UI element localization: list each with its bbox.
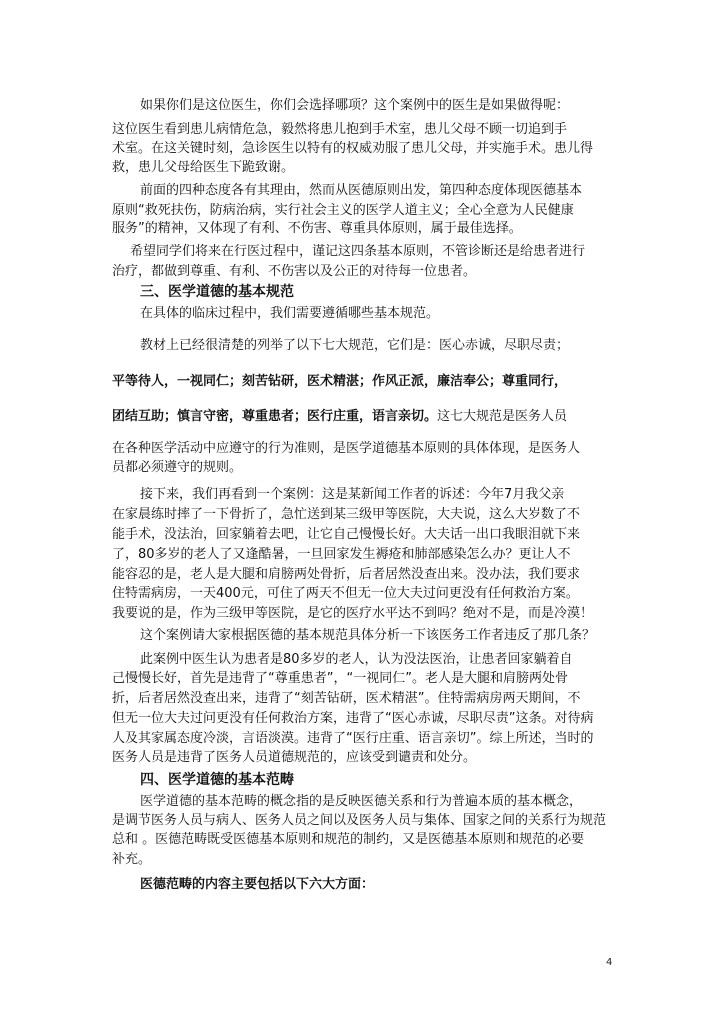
text-line: 救，患儿父母给医生下跪致谢。 bbox=[112, 160, 295, 175]
text-line: 在具体的临床过程中，我们需要遵循哪些基本规范。 bbox=[140, 306, 440, 321]
text-line: 能手术，没法治，回家躺着去吧，让它自己慢慢长好。大夫话一出口我眼泪就下来 bbox=[112, 527, 581, 542]
text-line: 我要说的是，作为三级甲等医院，是它的医疗水平达不到吗？绝对不是，而是冷漠！ bbox=[112, 606, 594, 621]
text-line: 如果你们是这位医生，你们会选择哪项？这个案例中的医生是如果做得呢： bbox=[140, 98, 570, 113]
text-line: 在家晨练时摔了一下骨折了，急忙送到某三级甲等医院，大夫说，这么大岁数了不 bbox=[112, 507, 581, 522]
text-line: 了，80多岁的老人了又逢酷暑，一旦回家发生褥疮和肺部感染怎么办？更让人不 bbox=[112, 547, 571, 562]
norm-summary: 这七大规范是医务人员 bbox=[437, 409, 568, 424]
text-line: 此案例中医生认为患者是80多岁的老人，认为没法医治，让患者回家躺着自 bbox=[140, 652, 573, 667]
text-line: 住特需病房，一天400元，可住了两天不但无一位大夫过问更没有任何救治方案。 bbox=[112, 586, 579, 601]
text-line bbox=[112, 408, 567, 426]
text-line: 补充。 bbox=[112, 852, 152, 867]
text-line: 但无一位大夫过问更没有任何救治方案，违背了“医心赤诚，尽职尽责”这条。对待病 bbox=[112, 711, 594, 726]
page-number: 4 bbox=[606, 957, 613, 968]
text-line: 人及其家属态度冷淡，言语淡漠。违背了“医行庄重、语言亲切”。综上所述，当时的 bbox=[112, 731, 594, 746]
text-line: 这位医生看到患儿病情危急，毅然将患儿抱到手术室，患儿父母不顾一切追到手 bbox=[112, 122, 568, 137]
text-line: 是调节医务人员与病人、医务人员之间以及医务人员与集体、国家之间的关系行为规范 bbox=[112, 813, 607, 828]
text-line: 治疗，都做到尊重、有利、不伤害以及公正的对待每一位患者。 bbox=[112, 264, 477, 279]
text-line: 医务人员是违背了医务人员道德规范的，应该受到谴责和处分。 bbox=[112, 750, 477, 765]
section-heading: 四、医学道德的基本范畴 bbox=[140, 772, 294, 788]
text-line: 在各种医学活动中应遵守的行为准则，是医学道德基本原则的具体体现，是医务人 bbox=[112, 441, 581, 456]
text-line: 接下来，我们再看到一个案例：这是某新闻工作者的诉述：今年7月我父亲 bbox=[140, 487, 565, 502]
text-line: 平等待人，一视同仁；刻苦钻研，医术精湛；作风正派，廉洁奉公；尊重同行， bbox=[112, 374, 568, 389]
text-line: 希望同学们将来在行医过程中，谨记这四条基本原则，不管诊断还是给患者进行 bbox=[130, 244, 586, 259]
text-line: 员都必须遵守的规则。 bbox=[112, 460, 243, 475]
text-line: 原则“救死扶伤，防病治病，实行社会主义的医学人道主义；全心全意为人民健康 bbox=[112, 203, 574, 218]
text-line: 这个案例请大家根据医德的基本规范具体分析一下该医务工作者违反了那几条？ bbox=[140, 628, 596, 643]
text-line: 前面的四种态度各有其理由，然而从医德原则出发，第四种态度体现医德基本 bbox=[140, 183, 583, 198]
text-line: 总和 。医德范畴既受医德基本原则和规范的制约，又是医德基本原则和规范的必要 bbox=[112, 832, 585, 847]
text-line: 己慢慢长好，首先是违背了“尊重患者”，“一视同仁”。老人是大腿和肩膀两处骨 bbox=[112, 671, 568, 686]
text-line: 折，后者居然没查出来，违背了“刻苦钻研，医术精湛”。住特需病房两天期间，不 bbox=[112, 691, 581, 706]
text-line: 教材上已经很清楚的列举了以下七大规范，它们是：医心赤诚，尽职尽责； bbox=[140, 338, 570, 353]
text-line: 服务”的精神，又体现了有利、不伤害、尊重具体原则，属于最佳选择。 bbox=[112, 221, 522, 236]
text-line: 术室。在这关键时刻，急诊医生以特有的权威劝服了患儿父母，并实施手术。患儿得 bbox=[112, 141, 594, 156]
norm-list-end: 团结互助；慎言守密，尊重患者；医行庄重，语言亲切。 bbox=[112, 409, 438, 424]
text-line: 能容忍的是，老人是大腿和肩膀两处骨折，后者居然没查出来。没办法，我们要求 bbox=[112, 567, 581, 582]
section-heading: 三、医学道德的基本规范 bbox=[140, 284, 294, 300]
text-line: 医学道德的基本范畴的概念指的是反映医德关系和行为普遍本质的基本概念， bbox=[140, 794, 583, 809]
text-line: 医德范畴的内容主要包括以下六大方面： bbox=[140, 877, 375, 892]
